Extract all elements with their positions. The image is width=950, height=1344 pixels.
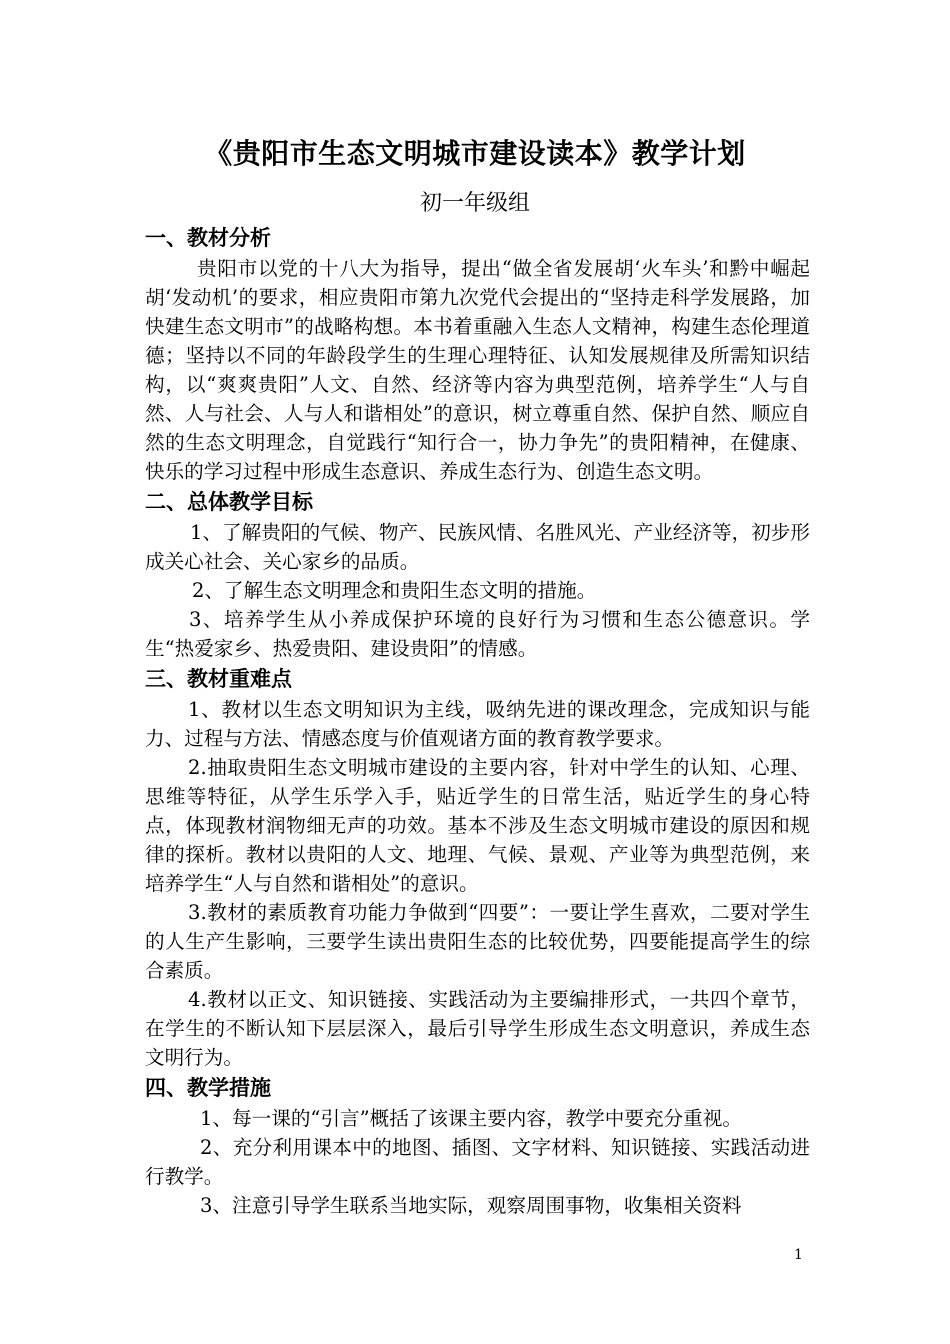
paragraph: 3、培养学生从小养成保护环境的良好行为习惯和生态公德意识。学生“热爱家乡、热爱贵阳、建设贵阳”的情感。	[145, 608, 810, 660]
paragraph: 1、每一课的“引言”概括了该课主要内容，教学中要充分重视。	[200, 1107, 742, 1130]
section-heading: 三、教材重难点	[145, 666, 292, 691]
section-measures	[145, 1072, 810, 1220]
paragraph: 3、注意引导学生联系当地实际，观察周围事物，收集相关资料	[200, 1194, 742, 1217]
paragraph: 2、充分利用课本中的地图、插图、文字材料、知识链接、实践活动进行教学。	[145, 1136, 810, 1188]
paragraph: 贵阳市以党的十八大为指导，提出“做全省发展胡‘火车头’和黔中崛起胡‘发动机’的要求，相应贵阳市第九次党代会提出的“坚持走科学发展路，加快建生态文明市”的战略构想。本书着重融入生态人文精神，构建生态伦理道德；坚持以不同的年龄段学生的生理心理特征、认知发展规律及所需知识结构，以“爽爽贵阳”人文、自然、经济等内容为典型范例，培养学生“人与自然、人与社会、人与人和谐相处”的意识，树立尊重自然、保护自然、顺应自然的生态文明理念，自觉践行“知行合一，协力争先”的贵阳精神，在健康、快乐的学习过程中形成生态意识、养成生态行为、创造生态文明。	[145, 257, 810, 483]
section-goals	[145, 486, 810, 663]
section-heading: 一、教材分析	[145, 225, 271, 250]
page-number: 1	[794, 1247, 803, 1263]
document-body	[145, 222, 810, 1220]
paragraph: 4.教材以正文、知识链接、实践活动为主要编排形式，一共四个章节，在学生的不断认知下层层深入，最后引导学生形成生态文明意识，养成生态文明行为。	[145, 988, 810, 1069]
document-subtitle: 初一年级组	[419, 191, 530, 216]
paragraph: 2、了解生态文明理念和贵阳生态文明的措施。	[192, 579, 597, 602]
section-heading: 四、教学措施	[145, 1075, 271, 1100]
paragraph: 2.抽取贵阳生态文明城市建设的主要内容，针对中学生的认知、心理、思维等特征，从学生乐学入手，贴近学生的日常生活，贴近学生的身心特点，体现教材润物细无声的功效。基本不涉及生态文明城市建设的原因和规律的探析。教材以贵阳的人文、地理、气候、景观、产业等为典型范例，来培养学生“人与自然和谐相处”的意识。	[145, 756, 810, 895]
document-title: 《贵阳市生态文明城市建设读本》教学计划	[204, 137, 746, 170]
section-heading: 二、总体教学目标	[145, 489, 313, 514]
section-analysis	[145, 222, 810, 486]
paragraph: 3.教材的素质教育功能力争做到“四要”：一要让学生喜欢，二要对学生的人生产生影响，三要学生读出贵阳生态的比较优势，四要能提高学生的综合素质。	[145, 901, 810, 982]
paragraph: 1、了解贵阳的气候、物产、民族风情、名胜风光、产业经济等，初步形成关心社会、关心家乡的品质。	[145, 521, 810, 573]
paragraph: 1、教材以生态文明知识为主线，吸纳先进的课改理念，完成知识与能力、过程与方法、情感态度与价值观诸方面的教育教学要求。	[145, 698, 810, 750]
section-key-points	[145, 663, 810, 1072]
